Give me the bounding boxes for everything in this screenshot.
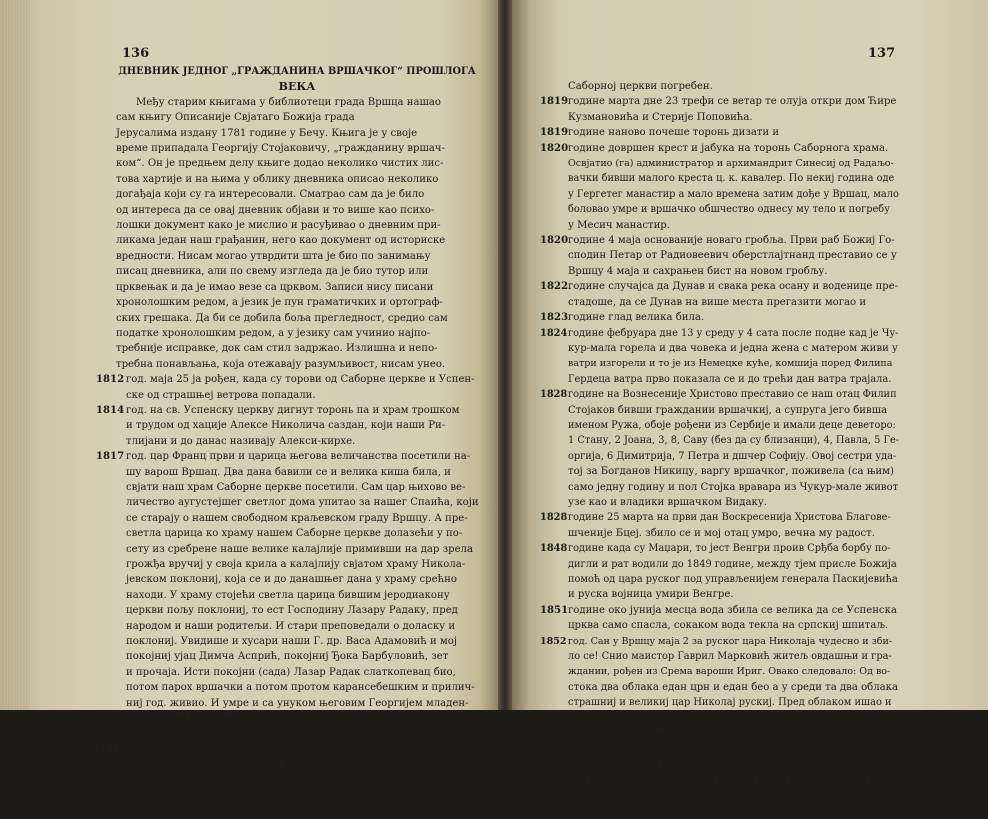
line-text: год. цар Франц први и царица његова величанства посетили на- — [126, 451, 471, 463]
diary-entry-line — [540, 326, 898, 341]
entry-continuation-line — [96, 711, 478, 726]
page-text — [96, 64, 479, 773]
line-text: Међу старим књигама у библиотеци града Вршца нашао — [136, 96, 442, 108]
entry-continuation-line — [540, 110, 898, 125]
line-text: Саборне церкве вршачке. Стајао цар Никола с оделом светлим — [568, 789, 898, 801]
line-text: това хартије и на њима у облику дневника описао неколико — [116, 173, 439, 185]
line-text: царским своим као солдат и воиник право и руке доле држећи. — [568, 805, 899, 817]
diary-entry-line — [540, 125, 898, 140]
entry-year: 1828 — [540, 512, 568, 524]
diary-entry-line — [540, 94, 898, 109]
entry-continuation-line — [540, 803, 898, 818]
entry-year: 1828 — [540, 389, 568, 401]
page-number: 136 — [122, 46, 150, 61]
entry-continuation-line — [96, 665, 478, 680]
line-text: Петар Видак. У понедељак у 2 сата у јутру осванупо мртав и у — [126, 759, 461, 771]
entry-continuation-line — [540, 495, 898, 510]
line-text: свјати наш храм Саборне церкве посетили. Сам цар њихово ве- — [126, 481, 466, 493]
line-text: податке хронолошким редом, а у језику сам учинио најпо- — [116, 327, 431, 339]
entry-year: 1820 — [540, 142, 569, 154]
paragraph-line — [116, 311, 478, 326]
entry-continuation-line — [540, 695, 898, 710]
entry-continuation-line — [96, 603, 478, 618]
line-text: црквењак и да је имао везе са црквом. Записи нису писани — [116, 281, 434, 293]
entry-continuation-line — [540, 726, 898, 741]
line-text: боловао умре и вршачко обшчество однесу му тело и погребу — [568, 204, 890, 216]
line-text: ликама један наш грађанин, него као документ од историске — [116, 235, 446, 247]
line-text: вредности. Нисам могао утврдити шта је био по занимању — [116, 250, 431, 262]
line-text: Јерусалима издану 1781 године у Бечу. Књига је у своје — [116, 127, 418, 139]
entry-continuation-line — [540, 341, 898, 356]
entry-continuation-line — [540, 587, 898, 602]
line-text: узе као и владики вршачком Видаку. — [568, 496, 767, 508]
diary-entry-line — [540, 510, 898, 525]
line-text: и руска војница умири Венгре. — [568, 589, 734, 601]
line-text: дигли и рат водили до 1849 године, между тјем присле Божија — [568, 558, 897, 570]
entry-continuation-line — [96, 511, 478, 526]
line-text: требније исправке, док сам стил задржао. Излишна и непо- — [116, 343, 438, 355]
entry-continuation-line — [540, 264, 898, 279]
entry-continuation-line — [540, 187, 898, 202]
entry-continuation-line — [540, 711, 898, 726]
entry-continuation-line — [540, 664, 898, 679]
entry-continuation-line — [96, 619, 478, 634]
line-text: летио напред, десна рука горе дигнута а лева спуштена доле на — [568, 712, 894, 724]
line-text: светла царица ко храму нашем Саборне церкве долазећи у по- — [126, 528, 463, 540]
entry-continuation-line — [96, 634, 478, 649]
page-number: 137 — [868, 46, 896, 61]
entry-continuation-line — [540, 757, 898, 772]
line-text: јевском поклониј, која се и до данашњег дана у храму срећно — [126, 574, 457, 586]
entry-continuation-line — [540, 680, 898, 695]
entry-continuation-line — [96, 388, 478, 403]
entry-continuation-line — [540, 295, 898, 310]
line-text: од интереса да се овај дневник објави и то више као психо- — [116, 204, 435, 216]
line-text: помоћ од цара руског под управљенијем генерала Паскијевића — [568, 574, 898, 585]
line-text: писац дневника, али по свему изгледа да је био тутор или — [116, 266, 429, 278]
entry-continuation-line — [96, 572, 478, 587]
line-text: год. маја 25 ја рођен, када су торови од Саборне церкве и Успен- — [126, 374, 475, 386]
paragraph-line — [116, 295, 478, 310]
line-text: године случајса да Дунав и свака река осану и воденице пре- — [568, 281, 899, 293]
line-text: (вечна памјат) будиј. — [126, 728, 238, 740]
line-text: ждании, рођен из Срема вароши Ириг. Овако следовало: Од во- — [568, 666, 891, 678]
line-text: сам књигу Описаније Свјатаго Божија града — [116, 112, 355, 124]
line-text: кур-мала горела и два човека и једна жена с матером живи у — [568, 342, 898, 354]
line-text: и трудом од хације Алексе Николича саздан, који наши Ри- — [126, 420, 446, 432]
entry-continuation-line — [96, 542, 478, 557]
line-text: Гердеца ватра прво показала се и до трећи дан ватра трајала. — [568, 373, 892, 385]
line-text: шченије Бцеј. збило се и мој отац умро, вечна му радост. — [568, 527, 875, 539]
entry-continuation-line — [540, 156, 898, 171]
entry-year: 1848 — [540, 543, 568, 555]
book-gutter — [498, 0, 512, 710]
entry-continuation-line — [96, 680, 478, 695]
paragraph-line — [116, 249, 478, 264]
entry-continuation-line — [96, 434, 478, 449]
diary-entry-line — [96, 372, 478, 387]
entry-continuation-line — [540, 618, 898, 633]
line-text: страшниј и великиј цар Николај рускиј. Пред облаком ишао и — [568, 697, 892, 709]
entry-continuation-line — [96, 418, 478, 433]
entry-year: 1852 — [540, 635, 567, 647]
paragraph-line — [116, 141, 478, 156]
line-text: године наново почеше торонь дизати и — [568, 127, 780, 139]
entry-continuation-line — [96, 495, 478, 510]
line-text: поклониј. Увидише и хусари наши Г. др. Васа Адамовић и мој — [126, 636, 457, 648]
entry-continuation-line — [540, 356, 898, 371]
entry-year: 1823 — [540, 312, 569, 324]
entry-year: 1818 — [96, 743, 125, 755]
paragraph-line — [116, 187, 478, 202]
line-text: народом и наши родитељи. И стари преповедали о доласку и — [126, 620, 456, 632]
line-text: ВЕКА — [278, 80, 316, 94]
line-text: године када су Маџари, то јест Венгри проив Срђба борбу по- — [568, 543, 891, 555]
entry-continuation-line — [96, 696, 478, 711]
right-page — [512, 0, 988, 817]
diary-entry-line — [540, 233, 898, 248]
entry-continuation-line — [540, 372, 898, 387]
diary-entry-line — [540, 634, 898, 649]
line-text: године месеца декембрија 9 дне преставио се епископ вршачки — [126, 743, 471, 755]
entry-continuation-line — [540, 449, 898, 464]
entry-continuation-line — [540, 418, 898, 433]
line-text: догађаја који су га интересовали. Сматрао сам да је било — [116, 189, 425, 201]
line-text: стока два облака едан црн и едан бео а у среди та два облака — [568, 681, 898, 693]
line-text: Кузмановића и Стерије Поповића. — [568, 111, 753, 123]
entry-year: 1820 — [540, 235, 569, 247]
entry-continuation-line — [96, 465, 478, 480]
entry-continuation-line — [540, 572, 898, 587]
paragraph-line — [116, 326, 478, 341]
line-text: 1 Стану, 2 Јоана, 3, 8, Саву (без да су близанци), 4, Павла, 5 Ге- — [568, 435, 900, 447]
paragraph-line — [116, 341, 478, 356]
line-text: ских грешака. Да би се добила боља прегледност, средио сам — [116, 312, 448, 324]
line-text: покојниј ујац Димча Аспрић, покојниј Ђока Барбуловић, зет — [126, 651, 449, 663]
entry-continuation-line — [540, 79, 898, 94]
entry-year: 1814 — [96, 404, 125, 416]
paragraph-line — [116, 156, 478, 171]
entry-continuation-line — [96, 726, 478, 741]
line-text: год. Сан у Вршцу маја 2 за руског цара Николаја чудесно и зби- — [568, 635, 893, 647]
paragraph-line — [116, 218, 478, 233]
line-text: оргија, 6 Димитрија, 7 Петра и дшчер Софију. Овој сестри уда- — [568, 450, 897, 462]
line-text: вачки бивши малого креста ц. к. кавалер. По некиј година оде — [568, 173, 895, 185]
line-text: године око јунија месца вода збила се велика да се Успенска — [568, 604, 897, 616]
entry-continuation-line — [540, 433, 898, 448]
line-text: личество аугустејшег светлог дома упитао за нашег Спаића, који — [126, 497, 479, 509]
line-text: у Месич манастир. — [568, 219, 670, 231]
paragraph-line — [540, 741, 898, 756]
line-text: стадоше, да се Дунав на више места прегазити могао и — [568, 296, 867, 308]
article-heading — [116, 64, 478, 79]
entry-continuation-line — [540, 202, 898, 217]
line-text: године. Облак црн и бео опет тако исто између четири стуба стајао — [568, 758, 900, 770]
line-text: требна понављања, која отежавају разумљивост, нисам унео. — [116, 358, 446, 370]
line-text: ниј год. живио. И умре и са унуком његовим Георгијем младен- — [126, 697, 469, 709]
diary-entry-line — [540, 603, 898, 618]
entry-year: 1812 — [96, 374, 125, 386]
line-text: тлијани и до данас називају Алекси-кирхе. — [126, 435, 356, 447]
line-text: само једну годину и пол Стојка вравара из Чукур-мале живот — [568, 481, 899, 493]
entry-continuation-line — [540, 557, 898, 572]
article-heading — [116, 79, 478, 94]
line-text: шу варош Вршац. Два дана бавили се и велика киша била, и — [126, 466, 451, 478]
entry-year: 1817 — [96, 451, 125, 463]
page-text — [540, 79, 898, 819]
entry-year: 1822 — [540, 281, 569, 293]
entry-continuation-line — [540, 218, 898, 233]
entry-continuation-line — [540, 772, 898, 787]
paragraph-line — [116, 280, 478, 295]
entry-continuation-line — [540, 464, 898, 479]
diary-entry-line — [540, 279, 898, 294]
entry-continuation-line — [96, 649, 478, 664]
entry-year: 1851 — [540, 604, 569, 616]
line-text: сатице, то ест у ваздуху, и оде к западу. — [568, 728, 784, 740]
diary-entry-line — [96, 449, 478, 464]
line-text: Други сан за цара руског Николаја. Те исте године у очи нове — [560, 743, 895, 755]
line-text: ске од страшњеј ветрова попадали. — [126, 389, 316, 401]
paragraph-line — [116, 126, 478, 141]
paragraph-line — [116, 110, 478, 125]
entry-continuation-line — [540, 480, 898, 495]
entry-continuation-line — [540, 788, 898, 803]
line-text: лошки документ како је мислио и расуђивао о дневним при- — [116, 220, 441, 232]
paragraph-line — [116, 233, 478, 248]
line-text: године марта дне 23 трефи се ветар те олуја откри дом Ћире — [568, 96, 897, 108]
paragraph-line — [116, 172, 478, 187]
line-text: ватри изгорели и то је из Немецке куће, комшија поред Филипа — [568, 358, 893, 370]
line-text: грожђа вручиј у своја крила а калајлију свјатом храму Никола- — [126, 559, 466, 570]
entry-year: 1824 — [540, 327, 568, 339]
line-text: се старају о нашем свободном краљевском граду Вршцу. А пре- — [126, 512, 468, 524]
line-text: год. на св. Успенску церкву дигнут торонь па и храм трошком — [126, 404, 460, 416]
line-text: и прочаја. Исти покојни (сада) Лазар Радак слаткопевац био, — [126, 666, 456, 678]
line-text: цар Никола. Тако су личила четири стуба као наш Божиј гроб — [568, 774, 893, 786]
line-text: именом Ружа, обоје рођени из Сербије и имали деце деветоро: — [568, 419, 896, 431]
entry-continuation-line — [540, 171, 898, 186]
entry-continuation-line — [96, 526, 478, 541]
entry-continuation-line — [96, 757, 478, 772]
entry-year: 1819 — [540, 96, 569, 108]
line-text: Саборној церкви погребен. — [568, 81, 713, 92]
entry-year: 1819 — [540, 127, 569, 139]
line-text: ло се! Снио маистор Гаврил Марковић житељ овдашњи и гра- — [568, 651, 892, 663]
line-text: ДНЕВНИК ЈЕДНОГ „ГРАЖДАНИНА ВРШАЧКОГ“ ПРОШЛОГА — [118, 66, 476, 77]
diary-entry-line — [96, 742, 478, 757]
line-text: године на Вознесеније Христово преставио се наш отац Филип — [568, 389, 897, 401]
entry-continuation-line — [540, 526, 898, 541]
entry-continuation-line — [96, 557, 478, 572]
line-text: находи. У храму стојећи светла царица бившим јеродиакону — [126, 589, 450, 601]
line-text: црква само спасла, сокаком вода текла на српскиј шпитаљ. — [568, 620, 889, 632]
diary-entry-line — [540, 541, 898, 556]
line-text: године глад велика била. — [568, 312, 705, 324]
entry-continuation-line — [540, 649, 898, 664]
line-text: ком“. Он је предњем делу књиге додао неколико чистих лис- — [116, 158, 444, 170]
diary-entry-line — [540, 387, 898, 402]
page-edge-stack — [0, 0, 30, 710]
entry-continuation-line — [540, 248, 898, 263]
line-text: Вршцу 4 маја и сахрањен бист на новом гробљу. — [568, 265, 828, 277]
paragraph-line — [116, 203, 478, 218]
line-text: године 25 марта на први дан Воскресенија Христова Благове- — [568, 512, 891, 524]
line-text: у Гергетег манастир а мало времена затим дође у Вршац, мало — [568, 188, 899, 200]
diary-entry-line — [96, 403, 478, 418]
paragraph-line — [116, 357, 478, 372]
diary-entry-line — [540, 141, 898, 156]
line-text: сету из сребрене наше велике калајлије примивши на дар зрела — [126, 543, 473, 555]
left-page — [0, 0, 498, 771]
entry-continuation-line — [540, 403, 898, 418]
entry-continuation-line — [96, 480, 478, 495]
line-text: тој за Богданов Никицу, варгу вршачког, поживела (са њим) — [568, 466, 894, 478]
line-text: церкви пољу поклониј, то ест Господину Лазару Радаку, пред — [126, 605, 458, 617]
entry-continuation-line — [96, 588, 478, 603]
line-text: године фебруара дне 13 у среду у 4 сата после подне кад је Чу- — [568, 327, 899, 339]
paragraph-line — [116, 95, 478, 110]
line-text: године довршен крест и јабука на торонь Саборнога храма. — [568, 142, 889, 154]
line-text: Стојаков бивши граждании вршачкиј, а супруга јего бивша — [568, 404, 888, 416]
line-text: цем, сином Венијамина Радака бившег пароха вршачког в. п. — [126, 713, 456, 725]
line-text: хронолошким редом, а језик је пун граматичких и ортограф- — [116, 297, 443, 309]
line-text: време припадала Георгију Стојаковичу, „гражданину вршач- — [116, 143, 446, 155]
diary-entry-line — [540, 310, 898, 325]
line-text: потом парох вршачки а потом протом карансебешким и прилич- — [126, 682, 475, 694]
line-text: Освјатио (га) администратор и архимандрит Синесиј од Радаљо- — [568, 158, 894, 170]
line-text: сподин Петар от Радиовеевич оберстлајтнанд преставио се у — [568, 250, 897, 262]
paragraph-line — [116, 264, 478, 279]
line-text: године 4 маја основаније новаго гробља. Први раб Божиј Го- — [568, 235, 895, 247]
